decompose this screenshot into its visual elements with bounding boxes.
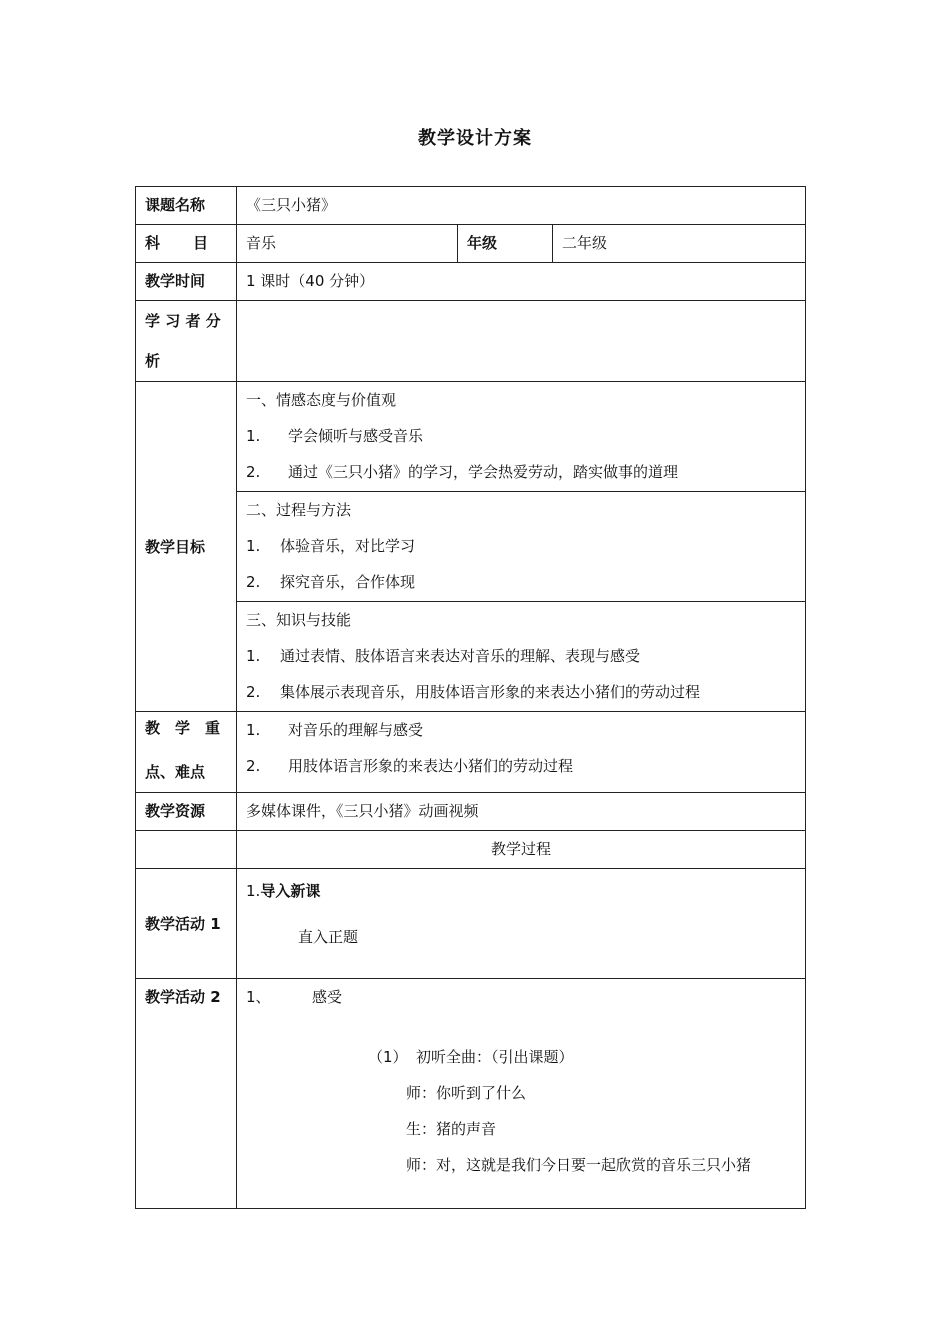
row-topic (136, 187, 806, 225)
row-learner (136, 301, 806, 382)
subject-label: 科 目 (136, 225, 237, 263)
goals-section-1 (237, 382, 806, 492)
row-subject (136, 225, 806, 263)
key-points-item-1: 1. 对音乐的理解与感受 (246, 721, 424, 739)
activity-1-content (237, 869, 806, 979)
activity-2-label: 教学活动 2 (136, 979, 237, 1209)
key-points-item-2: 2. 用肢体语言形象的来表达小猪们的劳动过程 (246, 757, 574, 775)
lesson-plan-table (135, 186, 806, 1209)
resources-label: 教学资源 (136, 793, 237, 831)
goals-section-1-heading: 一、情感态度与价值观 (246, 391, 397, 409)
activity-1-heading: 1.导入新课 (246, 882, 321, 900)
grade-label: 年级 (458, 225, 553, 263)
row-resources (136, 793, 806, 831)
topic-label: 课题名称 (136, 187, 237, 225)
key-points-value (237, 712, 806, 793)
learner-label-line2: 析 (145, 352, 161, 370)
goals-section-1-item-2: 2. 通过《三只小猪》的学习，学会热爱劳动，踏实做事的道理 (246, 463, 679, 481)
row-goals-2 (136, 492, 806, 602)
time-value: 1 课时（40 分钟） (237, 263, 806, 301)
goals-section-3-item-1: 1. 通过表情、肢体语言来表达对音乐的理解、表现与感受 (246, 647, 641, 665)
activity-2-dialog-2: 生：猪的声音 (406, 1120, 497, 1138)
key-points-label-line2: 点、难点 (145, 763, 206, 781)
activity-2-content (237, 979, 806, 1209)
learner-value (237, 301, 806, 382)
goals-section-3-item-2: 2. 集体展示表现音乐，用肢体语言形象的来表达小猪们的劳动过程 (246, 683, 701, 701)
goals-section-3-heading: 三、知识与技能 (246, 611, 352, 629)
row-process (136, 831, 806, 869)
row-key-points (136, 712, 806, 793)
row-goals-3 (136, 602, 806, 712)
key-points-label (136, 712, 237, 793)
goals-section-2-heading: 二、过程与方法 (246, 501, 352, 519)
learner-label-line1: 学 习 者 分 (145, 312, 221, 330)
activity-1-line: 直入正题 (298, 928, 359, 946)
process-empty-cell (136, 831, 237, 869)
goals-section-2-item-1: 1. 体验音乐，对比学习 (246, 537, 416, 555)
resources-value: 多媒体课件，《三只小猪》动画视频 (237, 793, 806, 831)
row-time (136, 263, 806, 301)
grade-value: 二年级 (553, 225, 806, 263)
activity-2-heading: 1、 感受 (246, 988, 343, 1006)
goals-section-3 (237, 602, 806, 712)
row-activity-1 (136, 869, 806, 979)
activity-2-subheading: （1） 初听全曲：（引出课题） (368, 1048, 574, 1066)
goals-section-2 (237, 492, 806, 602)
activity-1-label: 教学活动 1 (136, 869, 237, 979)
learner-label (136, 301, 237, 382)
process-label: 教学过程 (237, 831, 806, 869)
activity-2-dialog-3: 师：对，这就是我们今日要一起欣赏的音乐三只小猪 (406, 1156, 752, 1174)
time-label: 教学时间 (136, 263, 237, 301)
row-goals-1 (136, 382, 806, 492)
activity-2-dialog-1: 师：你听到了什么 (406, 1084, 527, 1102)
goals-section-2-item-2: 2. 探究音乐，合作体现 (246, 573, 416, 591)
key-points-label-line1: 教 学 重 (145, 719, 221, 737)
row-activity-2 (136, 979, 806, 1209)
topic-value: 《三只小猪》 (237, 187, 806, 225)
document-title: 教学设计方案 (418, 128, 532, 149)
subject-value: 音乐 (237, 225, 458, 263)
goals-label: 教学目标 (136, 382, 237, 712)
goals-section-1-item-1: 1. 学会倾听与感受音乐 (246, 427, 424, 445)
